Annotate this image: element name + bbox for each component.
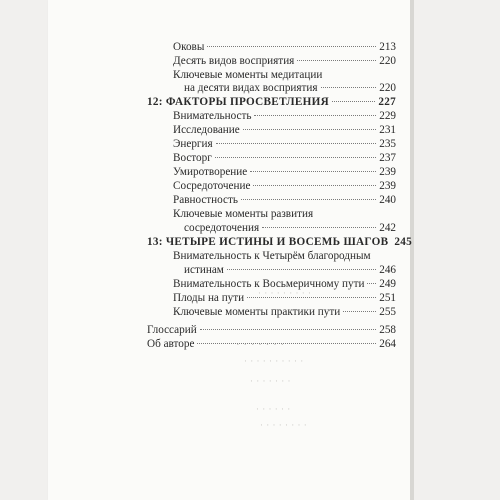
toc-entry-page: 235: [379, 138, 396, 150]
toc-entry-page: 220: [379, 82, 396, 94]
leader-dots: [200, 329, 377, 330]
toc-entry-page: 240: [379, 194, 396, 206]
chapter-title: ЧЕТЫРЕ ИСТИНЫ И ВОСЕМЬ ШАГОВ: [165, 236, 389, 248]
leader-dots: [343, 311, 376, 312]
toc-entry[interactable]: [184, 264, 396, 277]
leader-dots: [207, 46, 376, 47]
show-through-text: · · · · · · · · ·: [258, 288, 312, 298]
toc-entry[interactable]: [173, 124, 396, 137]
leader-dots: [253, 185, 376, 186]
toc-entry-page: 242: [379, 222, 396, 234]
toc-entry[interactable]: [184, 222, 396, 235]
show-through-text: · · · · · ·: [256, 404, 291, 414]
toc-entry[interactable]: [184, 82, 396, 95]
leader-dots: [321, 87, 377, 88]
toc-entry-label: Десять видов восприятия: [173, 55, 295, 67]
show-through-text: · · · · · · · ·: [260, 420, 308, 430]
toc-entry-page: 246: [379, 264, 396, 276]
toc-entry[interactable]: [173, 41, 396, 54]
toc-entry[interactable]: [173, 55, 396, 68]
show-through-text: · · · · · · ·: [250, 376, 291, 386]
toc-entry-label: Ключевые моменты практики пути: [173, 306, 341, 318]
toc-entry-label: Умиротворение: [173, 166, 248, 178]
toc-entry[interactable]: [173, 166, 396, 179]
toc-entry-label: Внимательность к Четырём благородным: [173, 250, 371, 262]
show-through-text: · · · · · · · · · ·: [244, 356, 304, 366]
toc-entry-page: 231: [379, 124, 396, 136]
leader-dots: [297, 60, 376, 61]
toc-entry[interactable]: [147, 324, 396, 337]
chapter-heading[interactable]: [147, 236, 413, 249]
toc-entry-page: 220: [379, 55, 396, 67]
chapter-heading[interactable]: [147, 96, 396, 109]
toc-entry-label: Об авторе: [147, 338, 195, 350]
toc-entry[interactable]: [173, 194, 396, 207]
chapter-number: 13:: [147, 236, 163, 248]
toc-entry-page: 251: [379, 292, 396, 304]
toc-entry[interactable]: [173, 306, 396, 319]
toc-entry-page: 258: [379, 324, 396, 336]
leader-dots: [247, 297, 376, 298]
toc-entry[interactable]: [173, 180, 396, 193]
toc-entry-label: сосредоточения: [184, 222, 260, 234]
toc-entry-page: 213: [379, 41, 396, 53]
chapter-title: ФАКТОРЫ ПРОСВЕТЛЕНИЯ: [165, 96, 330, 108]
toc-entry-label: Равностность: [173, 194, 239, 206]
leader-dots: [367, 283, 376, 284]
leader-dots: [250, 171, 376, 172]
toc-entry-label: Восторг: [173, 152, 212, 164]
leader-dots: [216, 143, 377, 144]
toc-entry-label: истинам: [184, 264, 224, 276]
toc-entry-label: Ключевые моменты развития: [173, 208, 314, 220]
leader-dots: [197, 343, 376, 344]
leader-dots: [215, 157, 376, 158]
leader-dots: [332, 101, 375, 102]
toc-entry-label: Исследование: [173, 124, 240, 136]
leader-dots: [254, 115, 376, 116]
toc-entry-page: 264: [379, 338, 396, 350]
toc-entry-label: Энергия: [173, 138, 213, 150]
leader-dots: [243, 129, 376, 130]
toc-entry-page: 249: [379, 278, 396, 290]
toc-entry[interactable]: [147, 338, 396, 351]
toc-entry[interactable]: [173, 278, 396, 291]
toc-entry-page: 227: [378, 96, 396, 108]
toc-entry-page: 245: [394, 236, 413, 248]
leader-dots: [227, 269, 376, 270]
toc-entry-label: Внимательность к Восьмеричному пути: [173, 278, 365, 290]
toc-entry[interactable]: [173, 292, 396, 305]
toc-entry-page: 229: [379, 110, 396, 122]
leader-dots: [241, 199, 376, 200]
toc-entry-label: Плоды на пути: [173, 292, 245, 304]
toc-entry-label: на десяти видах восприятия: [184, 82, 318, 94]
leader-dots: [262, 227, 376, 228]
toc-entry[interactable]: [173, 138, 396, 151]
toc-entry-page: 237: [379, 152, 396, 164]
toc-entry[interactable]: [173, 110, 396, 123]
toc-entry-page: 239: [379, 166, 396, 178]
toc-entry-label: Сосредоточение: [173, 180, 251, 192]
toc-entry-page: 255: [379, 306, 396, 318]
toc-entry-label: Оковы: [173, 41, 205, 53]
chapter-number: 12:: [147, 96, 163, 108]
toc-entry-label: Ключевые моменты медитации: [173, 69, 323, 81]
toc-entry-label: Глоссарий: [147, 324, 197, 336]
show-through-text: · · · · · · ·: [236, 339, 285, 351]
toc-entry-label: Внимательность: [173, 110, 252, 122]
toc-entry-page: 239: [379, 180, 396, 192]
toc-entry[interactable]: [173, 152, 396, 165]
